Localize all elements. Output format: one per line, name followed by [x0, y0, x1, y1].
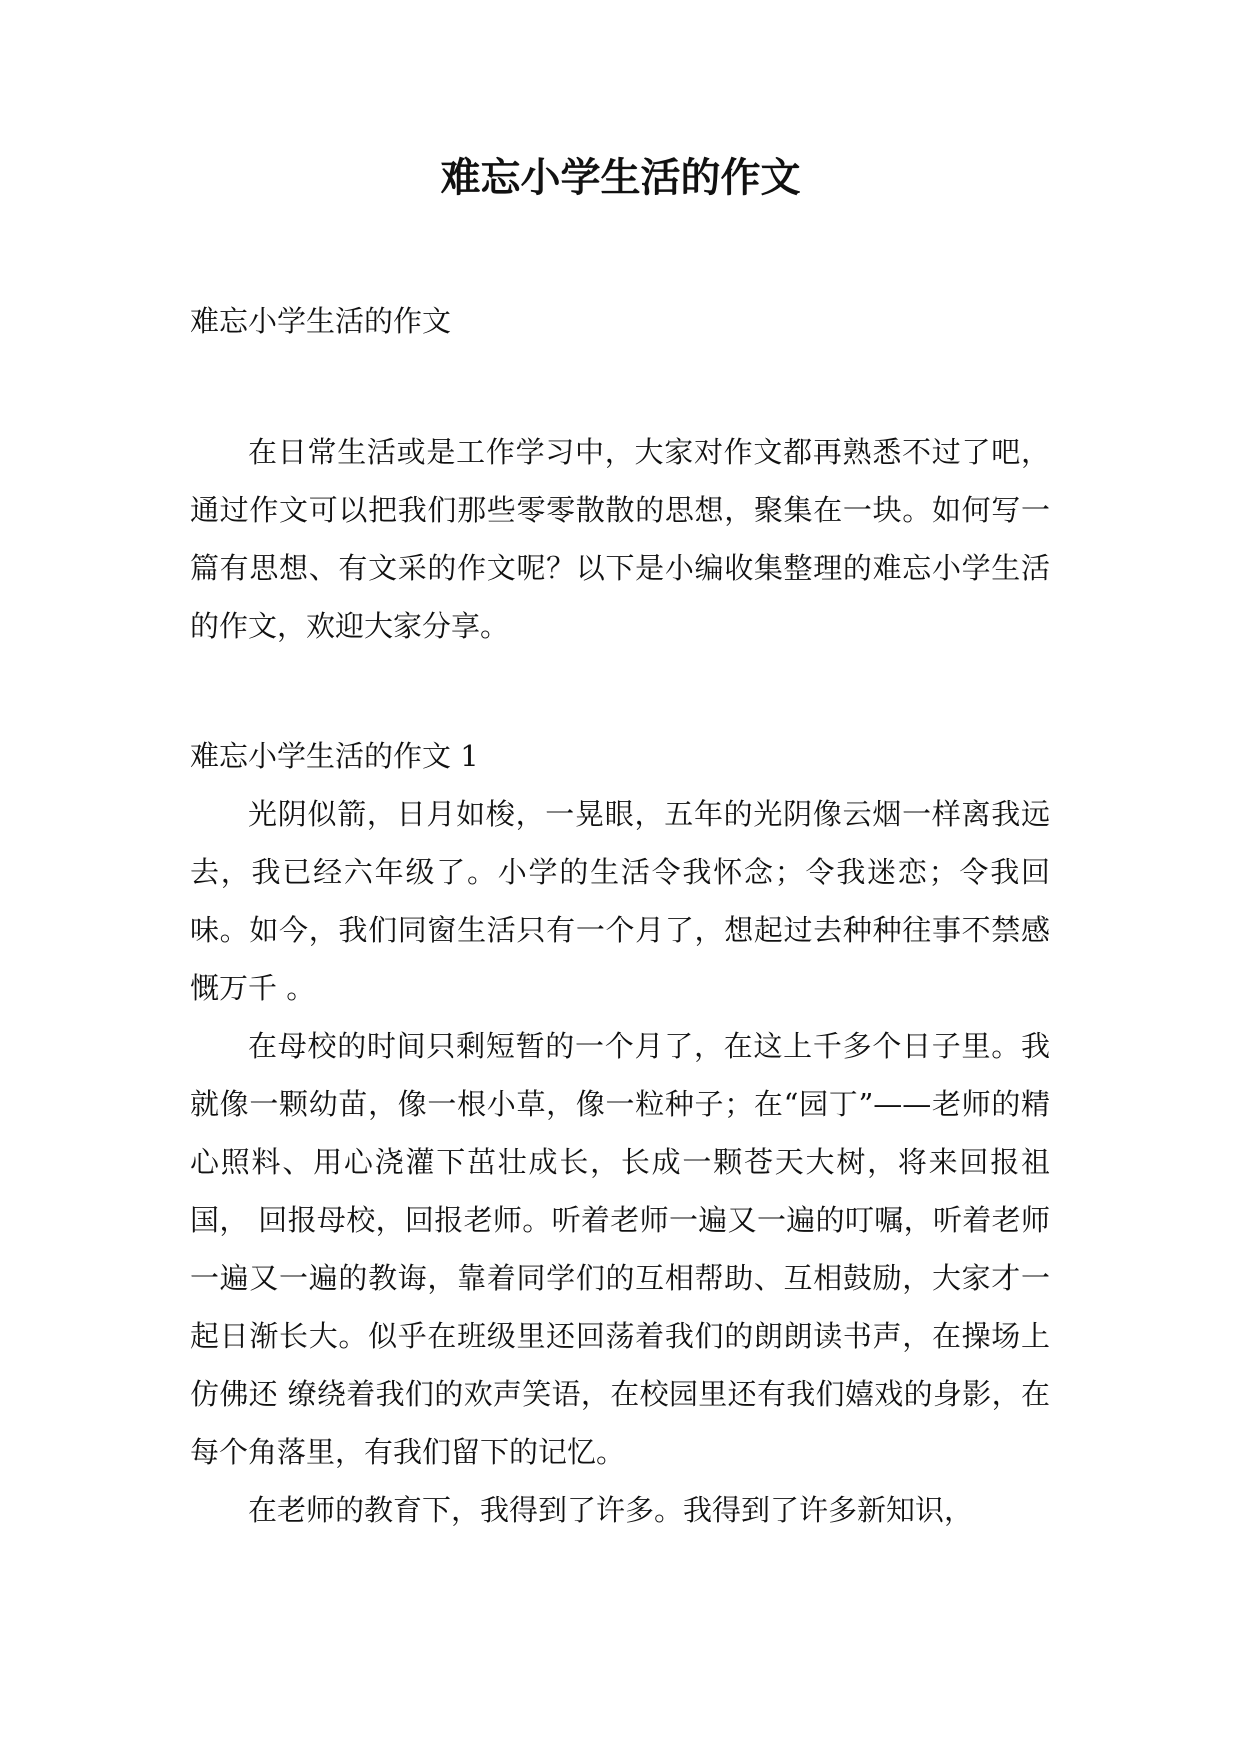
body-paragraph: 在母校的时间只剩短暂的一个月了，在这上千多个日子里。我就像一颗幼苗，像一根小草，像一粒种子；在“园丁”——老师的精心照料、用心浇灌下茁壮成长，长成一颗苍天大树，将来回报祖国， 回报母校，回报老师。听着老师一遍又一遍的叮嘱，听着老师一遍又一遍的教诲，靠着同学们的互相帮助、互相鼓励，大家才一起日渐长大。似乎在班级里还回荡着我们的朗朗读书声，在操场上仿佛还 缭绕着我们的欢声笑语，在校园里还有我们嬉戏的身影，在每个角落里，有我们留下的记忆。 [190, 1029, 1050, 1469]
document-subtitle: 难忘小学生活的作文 [190, 304, 452, 338]
section-heading: 难忘小学生活的作文 1 [190, 739, 479, 773]
spacer [190, 350, 1050, 423]
body-paragraph: 光阴似箭，日月如梭，一晃眼，五年的光阴像云烟一样离我远去，我已经六年级了。小学的生活令我怀念；令我迷恋；令我回味。如今，我们同窗生活只有一个月了，想起过去种种往事不禁感慨万千 。 [190, 797, 1050, 1005]
document-title: 难忘小学生活的作文 [440, 155, 801, 201]
spacer [190, 655, 1050, 727]
intro-paragraph: 在日常生活或是工作学习中，大家对作文都再熟悉不过了吧，通过作文可以把我们那些零零散散的思想，聚集在一块。如何写一篇有思想、有文采的作文呢？以下是小编收集整理的难忘小学生活的作文，欢迎大家分享。 [190, 435, 1050, 643]
document-body [190, 292, 1050, 1539]
body-paragraph: 在老师的教育下，我得到了许多。我得到了许多新知识， [248, 1493, 974, 1527]
